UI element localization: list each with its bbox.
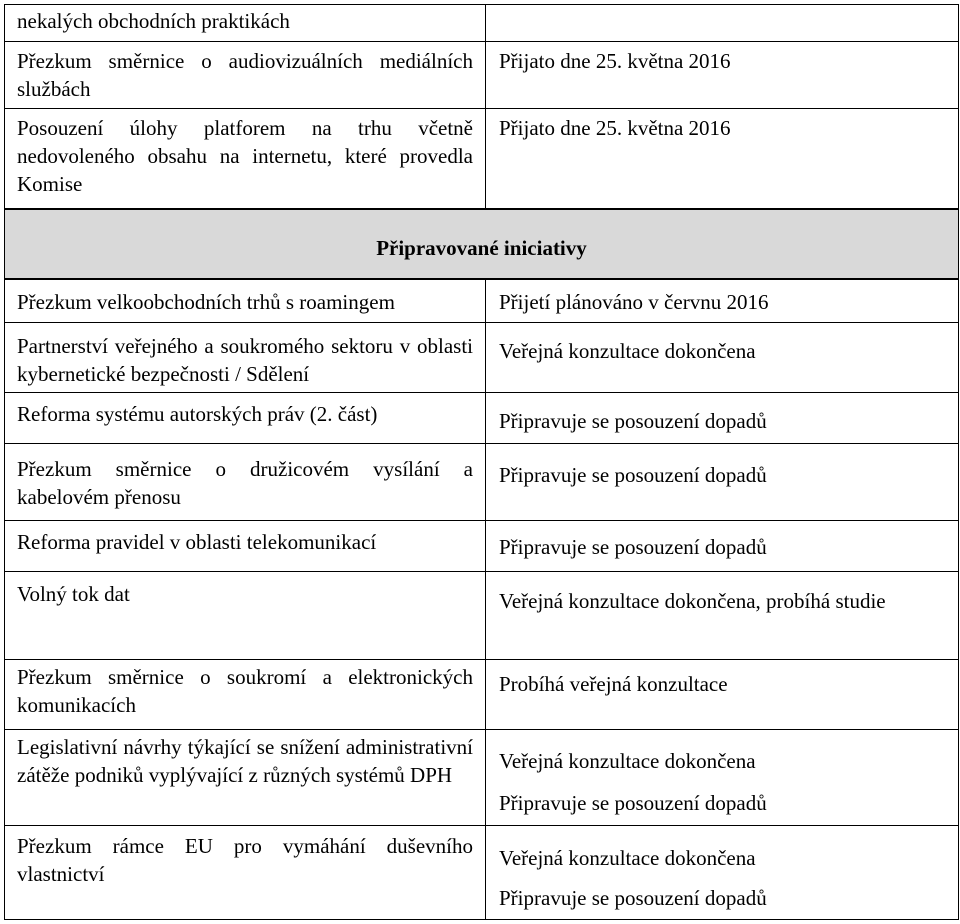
table-row: [4, 109, 959, 210]
initiative-text: Reforma pravidel v oblasti telekomunikací: [17, 530, 377, 554]
status-line: Veřejná konzultace dokončena: [499, 846, 756, 870]
initiative-text: Reforma systému autorských práv (2. část): [17, 402, 378, 426]
table-cell-initiative: [5, 5, 486, 41]
table-cell-initiative: [5, 42, 486, 108]
initiative-text: Přezkum směrnice o soukromí a elektronických komunikacích: [17, 665, 473, 717]
initiative-text: Volný tok dat: [17, 582, 130, 606]
status-text: [499, 838, 946, 918]
table-row: [4, 393, 959, 444]
table-cell-initiative: [5, 730, 486, 825]
table-cell-status: [486, 5, 958, 41]
initiative-text: Přezkum směrnice o družicovém vysílání a kabelovém přenosu: [17, 457, 473, 509]
status-line: Připravuje se posouzení dopadů: [499, 791, 767, 815]
table-cell-initiative: [5, 572, 486, 659]
table-cell-status: [486, 42, 958, 108]
table-cell-status: [486, 521, 958, 571]
table-cell-status: [486, 393, 958, 443]
table-cell-initiative: [5, 826, 486, 919]
initiative-text: nekalých obchodních praktikách: [17, 9, 290, 33]
table-row: [4, 42, 959, 109]
initiative-text: Legislativní návrhy týkající se snížení administrativní zátěže podniků vyplývající z různých systémů DPH: [17, 735, 473, 787]
status-text: Připravuje se posouzení dopadů: [499, 463, 767, 487]
table-cell-status: [486, 444, 958, 520]
initiative-text: Přezkum směrnice o audiovizuálních mediálních službách: [17, 49, 473, 101]
initiative-text: Přezkum velkoobchodních trhů s roamingem: [17, 290, 395, 314]
table-cell-initiative: [5, 660, 486, 729]
table-row: [4, 323, 959, 393]
table-cell-initiative: [5, 323, 486, 392]
table-row: [4, 521, 959, 572]
initiative-text: Přezkum rámce EU pro vymáhání duševního vlastnictví: [17, 834, 473, 886]
table-cell-status: [486, 280, 958, 322]
table-cell-status: [486, 660, 958, 729]
status-text: Přijato dne 25. května 2016: [499, 49, 731, 73]
status-text: Přijetí plánováno v červnu 2016: [499, 290, 769, 314]
table-row: [4, 4, 959, 42]
table-row: [4, 572, 959, 660]
table-row: [4, 444, 959, 521]
table-cell-status: [486, 323, 958, 392]
status-text: Přijato dne 25. května 2016: [499, 116, 731, 140]
document-page: [4, 0, 959, 921]
status-text: Veřejná konzultace dokončena, probíhá studie: [499, 589, 886, 613]
table-cell-status: [486, 826, 958, 919]
table-row: [4, 826, 959, 920]
status-text: Veřejná konzultace dokončena: [499, 339, 756, 363]
table-row: [4, 730, 959, 826]
section-title: Připravované iniciativy: [376, 236, 587, 260]
table-cell-status: [486, 730, 958, 825]
table-cell-initiative: [5, 521, 486, 571]
initiative-text: Partnerství veřejného a soukromého sektoru v oblasti kybernetické bezpečnosti / Sdělení: [17, 334, 473, 386]
status-text: Probíhá veřejná konzultace: [499, 672, 728, 696]
section-header-row: [4, 210, 959, 280]
table-cell-initiative: [5, 280, 486, 322]
status-line: Veřejná konzultace dokončena: [499, 749, 756, 773]
initiative-text: Posouzení úlohy platforem na trhu včetně nedovoleného obsahu na internetu, které provedla Komise: [17, 116, 473, 196]
table-row: [4, 280, 959, 323]
table-cell-status: [486, 572, 958, 659]
table-cell-status: [486, 109, 958, 208]
table-cell-initiative: [5, 109, 486, 208]
status-text: Připravuje se posouzení dopadů: [499, 409, 767, 433]
table-row: [4, 660, 959, 730]
status-text: Připravuje se posouzení dopadů: [499, 535, 767, 559]
table-cell-initiative: [5, 444, 486, 520]
status-text: [499, 740, 946, 824]
table-cell-initiative: [5, 393, 486, 443]
status-line: Připravuje se posouzení dopadů: [499, 886, 767, 910]
